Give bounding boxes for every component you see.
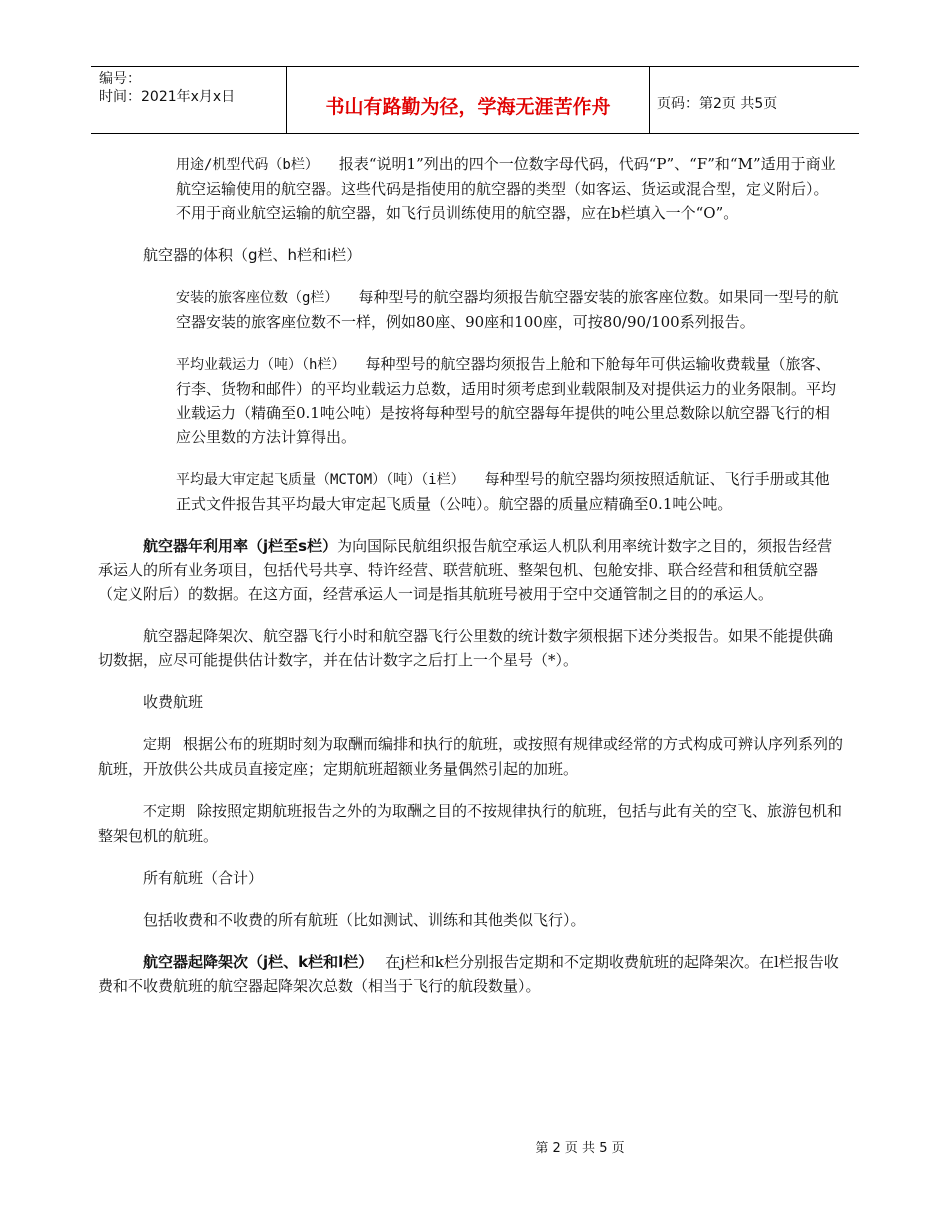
- text-annual-utilization: 为向国际民航组织报告航空承运人机队利用率统计数字之目的，须报告经营承运人的所有业务项目，包括代号共享、特许经营、联营航班、整架包机、包舱安排、联合经营和租赁航空器（定义附后）的数据。在这方面，经营承运人一词是指其航班号被用于空中交通管制之目的的承运人。: [98, 537, 833, 603]
- term-seats: 安装的旅客座位数（g栏）: [176, 290, 339, 306]
- heading-all-flights: 所有航班（合计）: [143, 869, 264, 887]
- paragraph-mctom: [176, 467, 843, 516]
- text-departures: 在j栏和k栏分别报告定期和不定期收费航班的起降架次。在l栏报告收费和不收费航班的航空器起降架次总数（相当于飞行的航段数量）。: [98, 953, 839, 995]
- term-scheduled: 定期: [143, 737, 171, 753]
- number-label: 编号：: [99, 71, 141, 87]
- footer-page-number: 第 2 页 共 5 页: [535, 1141, 625, 1156]
- term-purpose-code: 用途/机型代码（b栏）: [176, 157, 319, 173]
- term-payload: 平均业载运力（吨）（h栏）: [176, 357, 346, 373]
- term-departures: 航空器起降架次（j栏、k栏和l栏）: [143, 953, 374, 971]
- header-meta: [91, 67, 286, 133]
- page-footer: [0, 1137, 950, 1156]
- paragraph-non-scheduled: [98, 799, 843, 848]
- header-slogan-cell: [286, 67, 650, 133]
- text-non-scheduled: 除按照定期航班报告之外的为取酬之目的不按规律执行的航班，包括与此有关的空飞、旅游包机和整架包机的航班。: [98, 802, 843, 845]
- text-purpose-code: 报表“说明1”列出的四个一位数字母代码，代码“P”、“F”和“M”适用于商业航空运输使用的航空器。这些代码是指使用的航空器的类型（如客运、货运或混合型，定义附后）。不用于商业航空运输的航空器，如飞行员训练使用的航空器，应在b栏填入一个“O”。: [176, 155, 836, 222]
- heading-aircraft-volume: 航空器的体积（g栏、h栏和i栏）: [143, 246, 362, 264]
- paragraph-seats: [176, 285, 843, 334]
- heading-revenue-flights: 收费航班: [143, 693, 204, 711]
- paragraph-payload: [176, 352, 843, 449]
- text-mctom: 每种型号的航空器均须按照适航证、飞行手册或其他正式文件报告其平均最大审定起飞质量（公吨）。航空器的质量应精确至0.1吨公吨。: [176, 470, 830, 513]
- paragraph-scheduled: [98, 732, 843, 781]
- text-payload: 每种型号的航空器均须报告上舱和下舱每年可供运输收费载量（旅客、行李、货物和邮件）的平均业载运力总数，适用时须考虑到业载限制及对提供运力的业务限制。平均业载运力（精确至0.1吨公吨）是按将每种型号的航空器每年提供的吨公里总数除以航空器飞行的相应公里数的方法计算得出。: [176, 355, 837, 446]
- header-page-number: 页码：第2页 共5页: [657, 96, 778, 112]
- term-mctom: 平均最大审定起飞质量（MCTOM）（吨）（i栏）: [176, 472, 465, 488]
- paragraph-statistics: 航空器起降架次、航空器飞行小时和航空器飞行公里数的统计数字须根据下述分类报告。如果不能提供确切数据，应尽可能提供估计数字，并在估计数字之后打上一个星号（*）。: [98, 627, 834, 669]
- text-seats: 每种型号的航空器均须报告航空器安装的旅客座位数。如果同一型号的航空器安装的旅客座位数不一样，例如80座、90座和100座，可按80/90/100系列报告。: [176, 288, 839, 331]
- document-body: [98, 152, 844, 998]
- term-non-scheduled: 不定期: [143, 804, 185, 820]
- header-slogan: 书山有路勤为径，学海无涯苦作舟: [325, 96, 611, 118]
- paragraph-all-flights: 包括收费和不收费的所有航班（比如测试、训练和其他类似飞行）。: [143, 911, 586, 929]
- header-page-cell: [649, 67, 859, 133]
- page-header: [91, 66, 859, 134]
- term-annual-utilization: 航空器年利用率（j栏至s栏）: [143, 537, 338, 555]
- paragraph-purpose-code: [176, 152, 843, 225]
- time-label: 时间：2021年x月x日: [99, 89, 236, 105]
- paragraph-departures: [98, 950, 843, 998]
- paragraph-annual-utilization: [98, 534, 843, 606]
- text-scheduled: 根据公布的班期时刻为取酬而编排和执行的航班，或按照有规律或经常的方式构成可辨认序列系列的航班，开放供公共成员直接定座；定期航班超额业务量偶然引起的加班。: [98, 735, 844, 778]
